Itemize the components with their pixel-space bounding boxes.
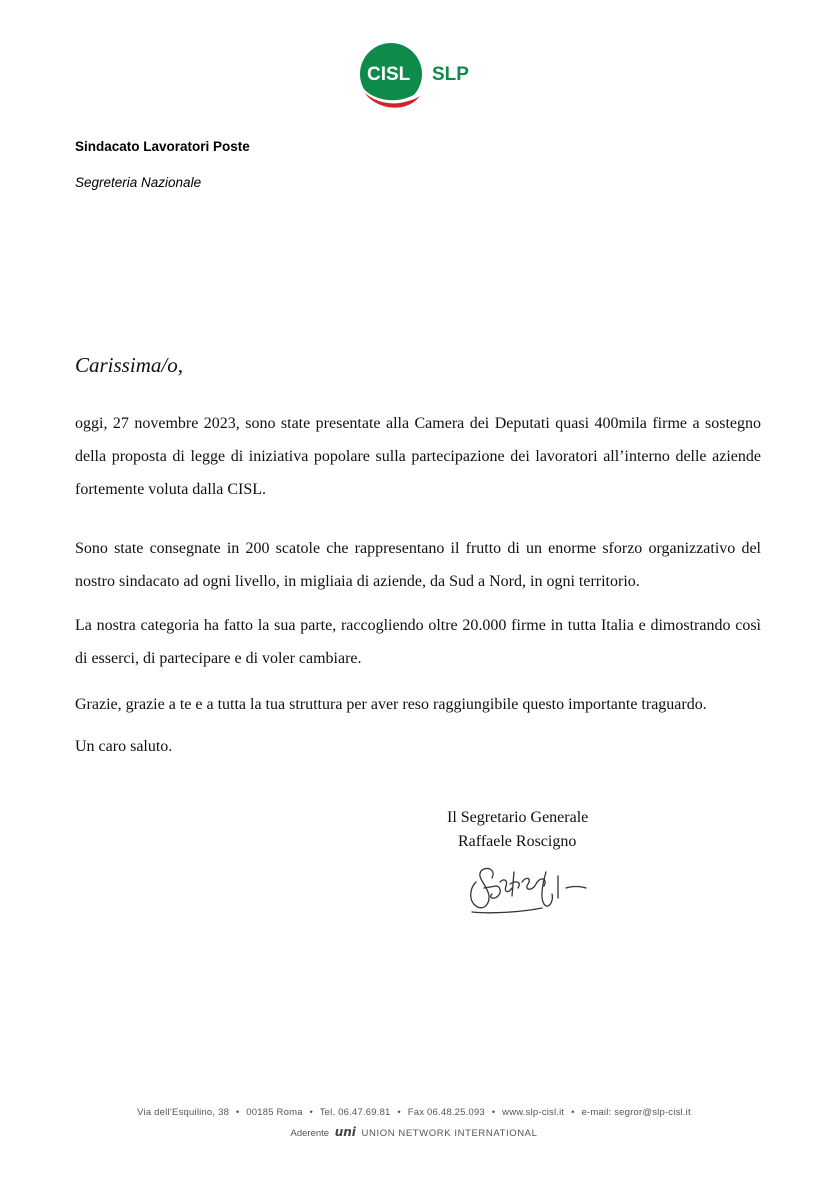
- footer-address: Via dell’Esquilino, 38: [137, 1107, 230, 1118]
- footer-city: 00185 Roma: [246, 1107, 303, 1118]
- footer-fax: Fax 06.48.25.093: [407, 1107, 485, 1118]
- footer-tel: Tel. 06.47.69.81: [319, 1107, 391, 1118]
- signatory-name: Raffaele Roscigno: [458, 833, 577, 850]
- letter-paragraph: Grazie, grazie a te e a tutta la tua struttura per aver reso raggiungibile questo importante traguardo.: [75, 696, 707, 713]
- footer-affiliation: [0, 1125, 828, 1139]
- footer-separator: •: [397, 1107, 401, 1118]
- logo-slp-text: SLP: [432, 64, 469, 85]
- footer-website: www.slp-cisl.it: [502, 1107, 565, 1118]
- footer-email: e-mail: segror@slp-cisl.it: [581, 1107, 691, 1118]
- cisl-slp-logo: [358, 40, 478, 118]
- letter-greeting: Carissima/o,: [75, 353, 183, 377]
- letter-paragraph: Sono state consegnate in 200 scatole che rappresentano il frutto di un enorme sforzo organizzativo del nostro sindacato ad ogni livello, in migliaia di aziende, da Sud a Nord, in ogni territorio.: [75, 540, 761, 590]
- uni-logo: uni: [334, 1125, 356, 1139]
- handwritten-signature: [462, 852, 592, 918]
- organization-name: Sindacato Lavoratori Poste: [75, 139, 250, 154]
- letter-paragraph: La nostra categoria ha fatto la sua parte, raccogliendo oltre 20.000 firme in tutta Italia e dimostrando così di esserci, di partecipare e di voler cambiare.: [75, 617, 761, 667]
- affiliation-name: UNION NETWORK INTERNATIONAL: [361, 1128, 538, 1139]
- department-name: Segreteria Nazionale: [75, 175, 202, 190]
- signatory-title: Il Segretario Generale: [447, 809, 589, 826]
- footer-separator: •: [235, 1107, 240, 1118]
- footer-separator: •: [571, 1107, 575, 1118]
- footer-separator: •: [491, 1107, 496, 1118]
- letter-closing: Un caro saluto.: [75, 738, 173, 755]
- logo-cisl-text: CISL: [367, 64, 411, 85]
- affiliation-prefix: Aderente: [290, 1128, 330, 1139]
- footer-separator: •: [309, 1107, 314, 1118]
- letter-paragraph: oggi, 27 novembre 2023, sono state presentate alla Camera dei Deputati quasi 400mila firme a sostegno della proposta di legge di iniziativa popolare sulla partecipazione dei lavoratori all’interno delle aziende fortemente voluta dalla CISL.: [75, 415, 761, 498]
- footer-contacts: [0, 1107, 828, 1118]
